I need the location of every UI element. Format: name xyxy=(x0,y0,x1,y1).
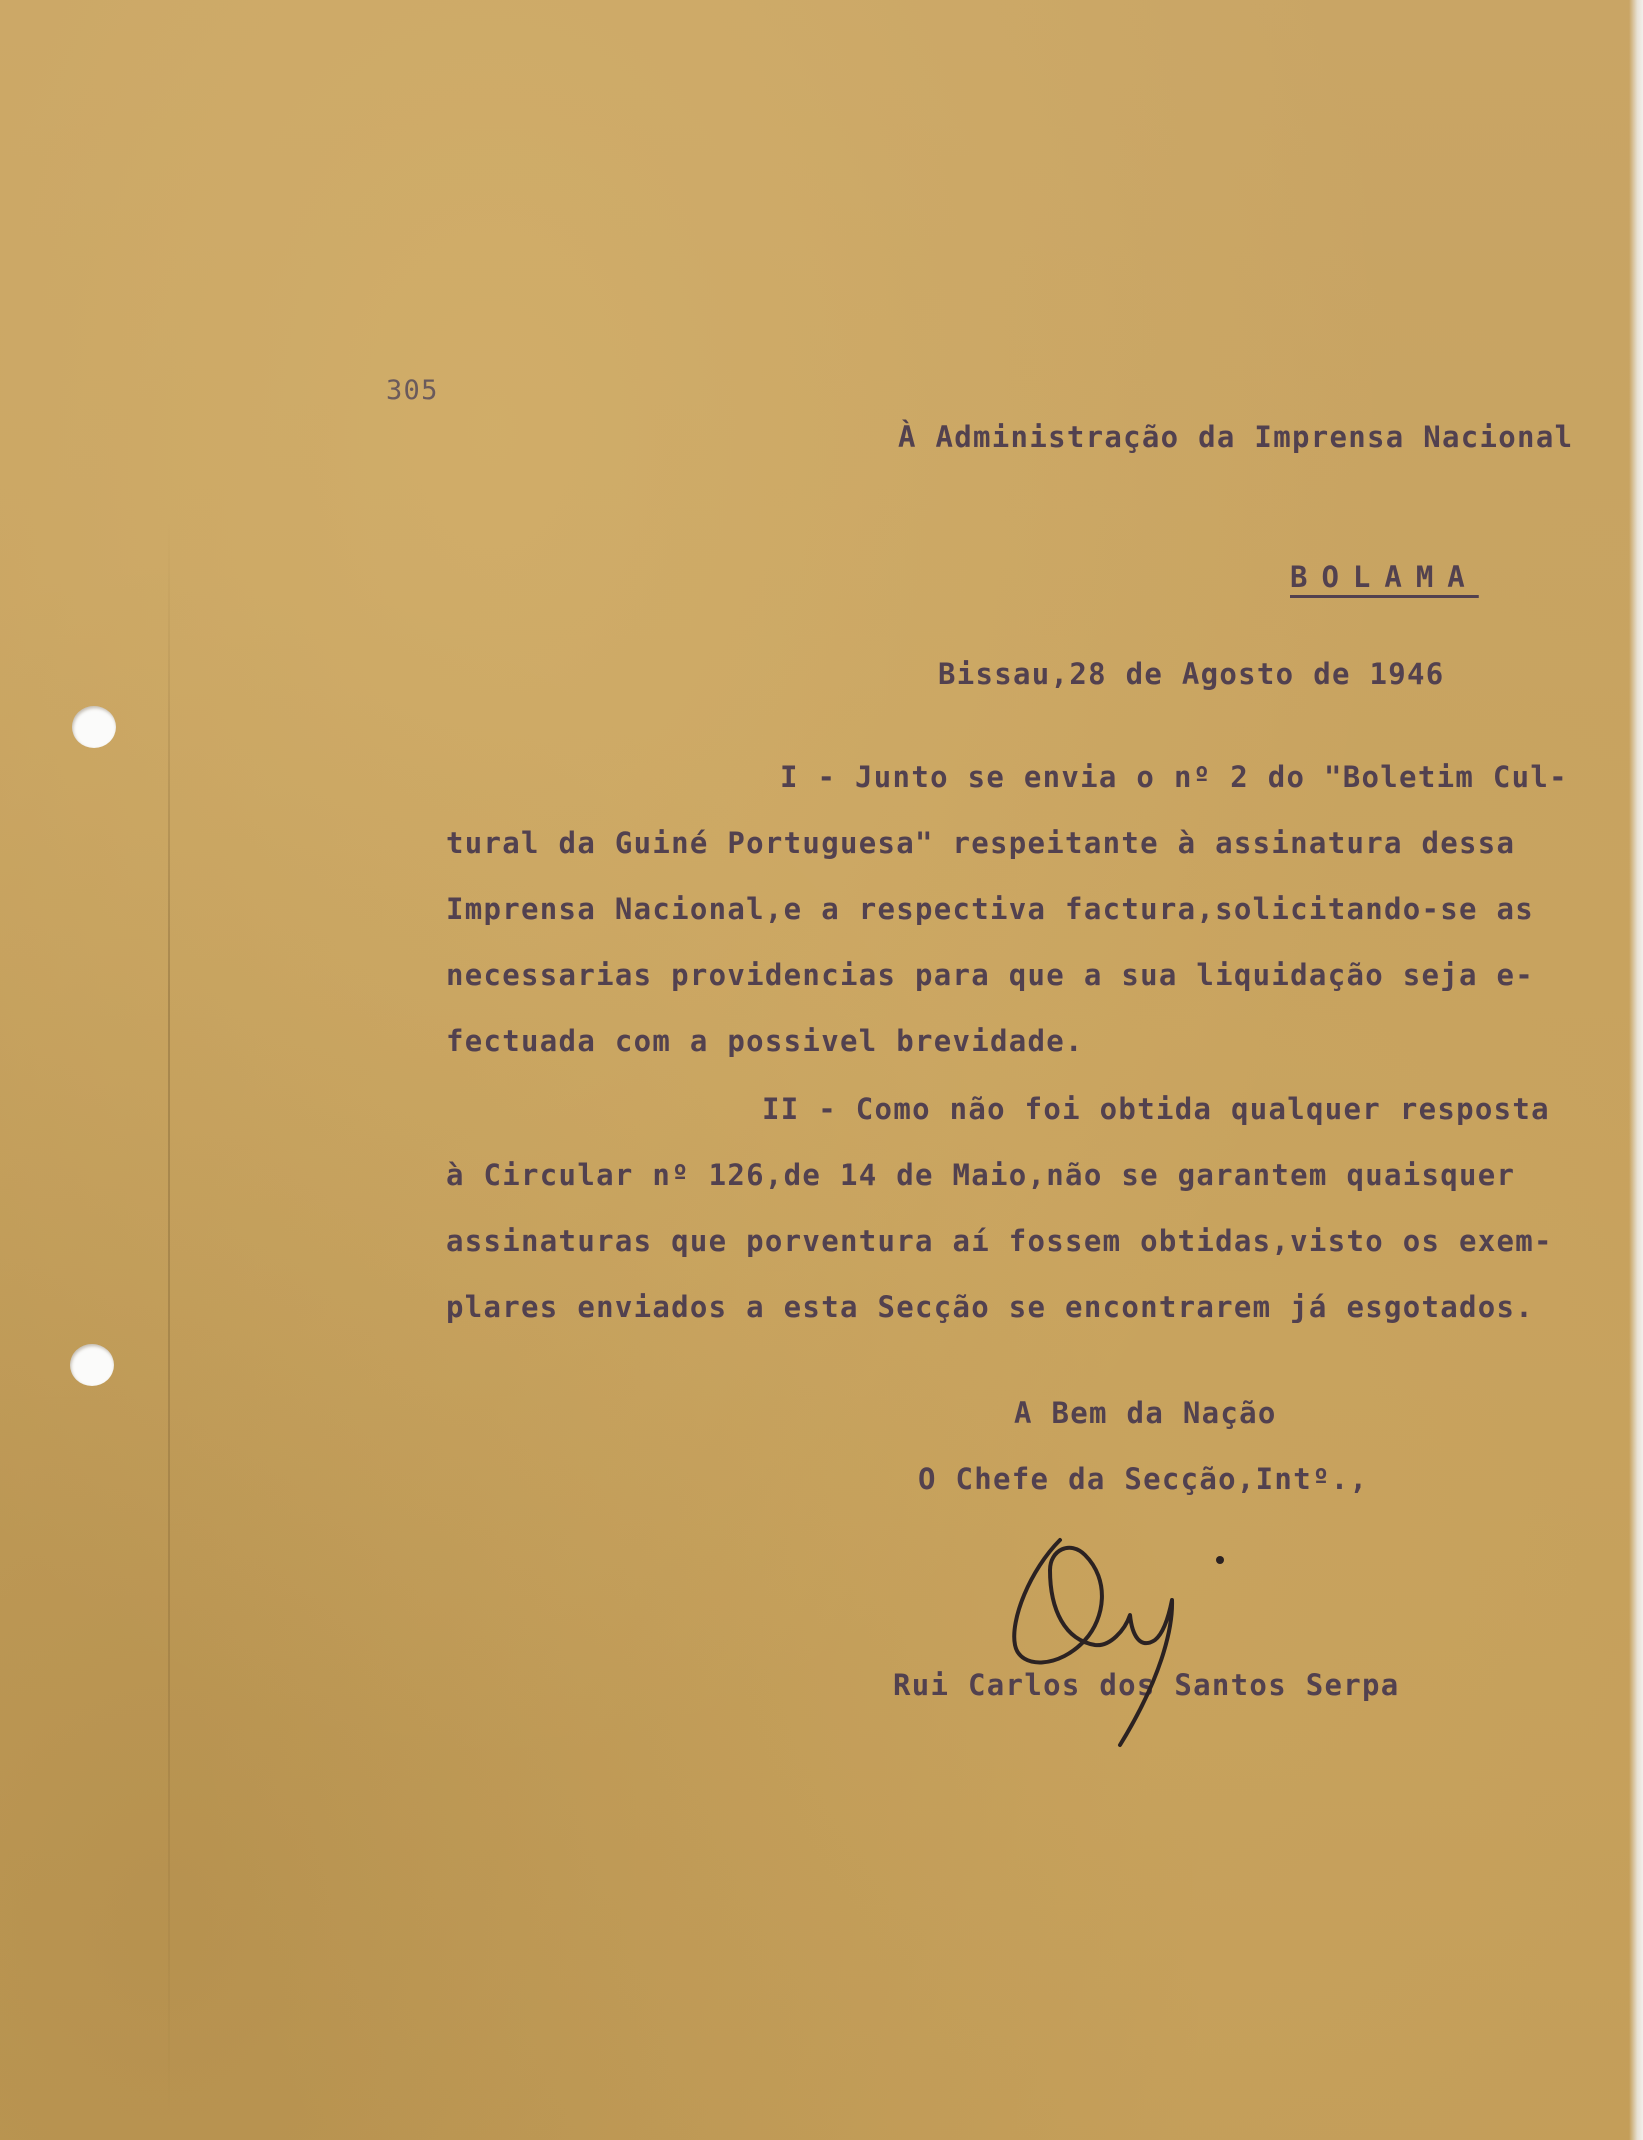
date-line: Bissau,28 de Agosto de 1946 xyxy=(938,657,1445,691)
body-line: I - Junto se envia o nº 2 do "Boletim Cul- xyxy=(780,760,1568,794)
closing-salutation: A Bem da Nação xyxy=(1014,1396,1277,1430)
signer-name: Rui Carlos dos Santos Serpa xyxy=(893,1668,1400,1702)
body-line: Imprensa Nacional,e a respectiva factura,solicitando-se as xyxy=(446,892,1535,926)
body-line: plares enviados a esta Secção se encontrarem já esgotados. xyxy=(446,1290,1535,1324)
body-line: à Circular nº 126,de 14 de Maio,não se garantem quaisquer xyxy=(446,1158,1516,1192)
location-heading: BOLAMA xyxy=(1290,560,1479,594)
body-line: tural da Guiné Portuguesa" respeitante à assinatura dessa xyxy=(446,826,1516,860)
body-line: fectuada com a possivel brevidade. xyxy=(446,1024,1084,1058)
paper-edge xyxy=(1629,0,1643,2140)
body-line: II - Como não foi obtida qualquer resposta xyxy=(762,1092,1550,1126)
body-line: necessarias providencias para que a sua liquidação seja e- xyxy=(446,958,1535,992)
punch-hole-bottom xyxy=(70,1344,114,1386)
page-number: 305 xyxy=(386,375,439,406)
body-line: assinaturas que porventura aí fossem obtidas,visto os exem- xyxy=(446,1224,1553,1258)
addressee: À Administração da Imprensa Nacional xyxy=(898,420,1574,454)
paper-fold-line xyxy=(168,520,170,2120)
handwritten-signature xyxy=(990,1510,1250,1750)
signer-title: O Chefe da Secção,Intº., xyxy=(918,1462,1369,1496)
punch-hole-top xyxy=(72,706,116,748)
